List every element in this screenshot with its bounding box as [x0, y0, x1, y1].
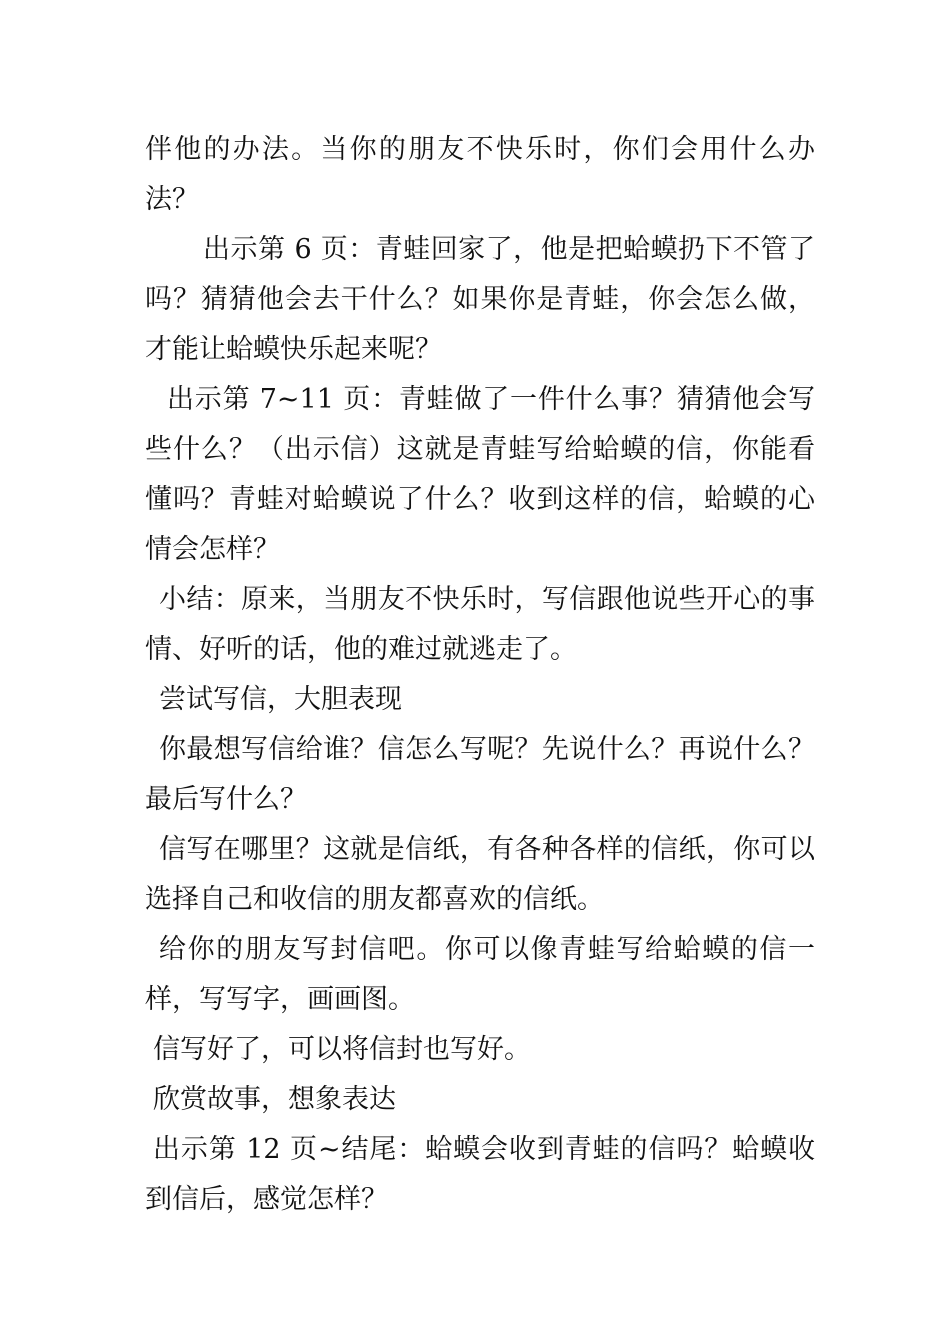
paragraph-letter-paper: 信写在哪里？这就是信纸，有各种各样的信纸，你可以选择自己和收信的朋友都喜欢的信纸。: [145, 834, 815, 915]
paragraph-summary: 小结：原来，当朋友不快乐时，写信跟他说些开心的事情、好听的话，他的难过就逃走了。: [145, 584, 815, 665]
paragraph-page-12-end: 出示第 12 页~结尾：蛤蟆会收到青蛙的信吗？蛤蟆收到信后，感觉怎样？: [145, 1134, 815, 1215]
body-text: [145, 125, 815, 1225]
paragraph-who-to-write: 你最想写信给谁？信怎么写呢？先说什么？再说什么？最后写什么？: [145, 734, 815, 815]
paragraph-page-6: 出示第 6 页：青蛙回家了，他是把蛤蟆扔下不管了吗？猜猜他会去干什么？如果你是青蛙，你会怎么做，才能让蛤蟆快乐起来呢？: [145, 234, 815, 365]
paragraph-continuation: 伴他的办法。当你的朋友不快乐时，你们会用什么办法？: [145, 134, 815, 215]
paragraph-page-7-11: 出示第 7~11 页：青蛙做了一件什么事？猜猜他会写些什么？（出示信）这就是青蛙写给蛤蟆的信，你能看懂吗？青蛙对蛤蟆说了什么？收到这样的信，蛤蟆的心情会怎样？: [145, 384, 815, 565]
paragraph-envelope: 信写好了，可以将信封也写好。: [153, 1034, 531, 1065]
paragraph-write-letter: 给你的朋友写封信吧。你可以像青蛙写给蛤蟆的信一样，写写字，画画图。: [145, 934, 815, 1015]
section-heading-try-writing: 尝试写信，大胆表现: [159, 684, 402, 715]
section-heading-enjoy-story: 欣赏故事，想象表达: [153, 1084, 396, 1115]
